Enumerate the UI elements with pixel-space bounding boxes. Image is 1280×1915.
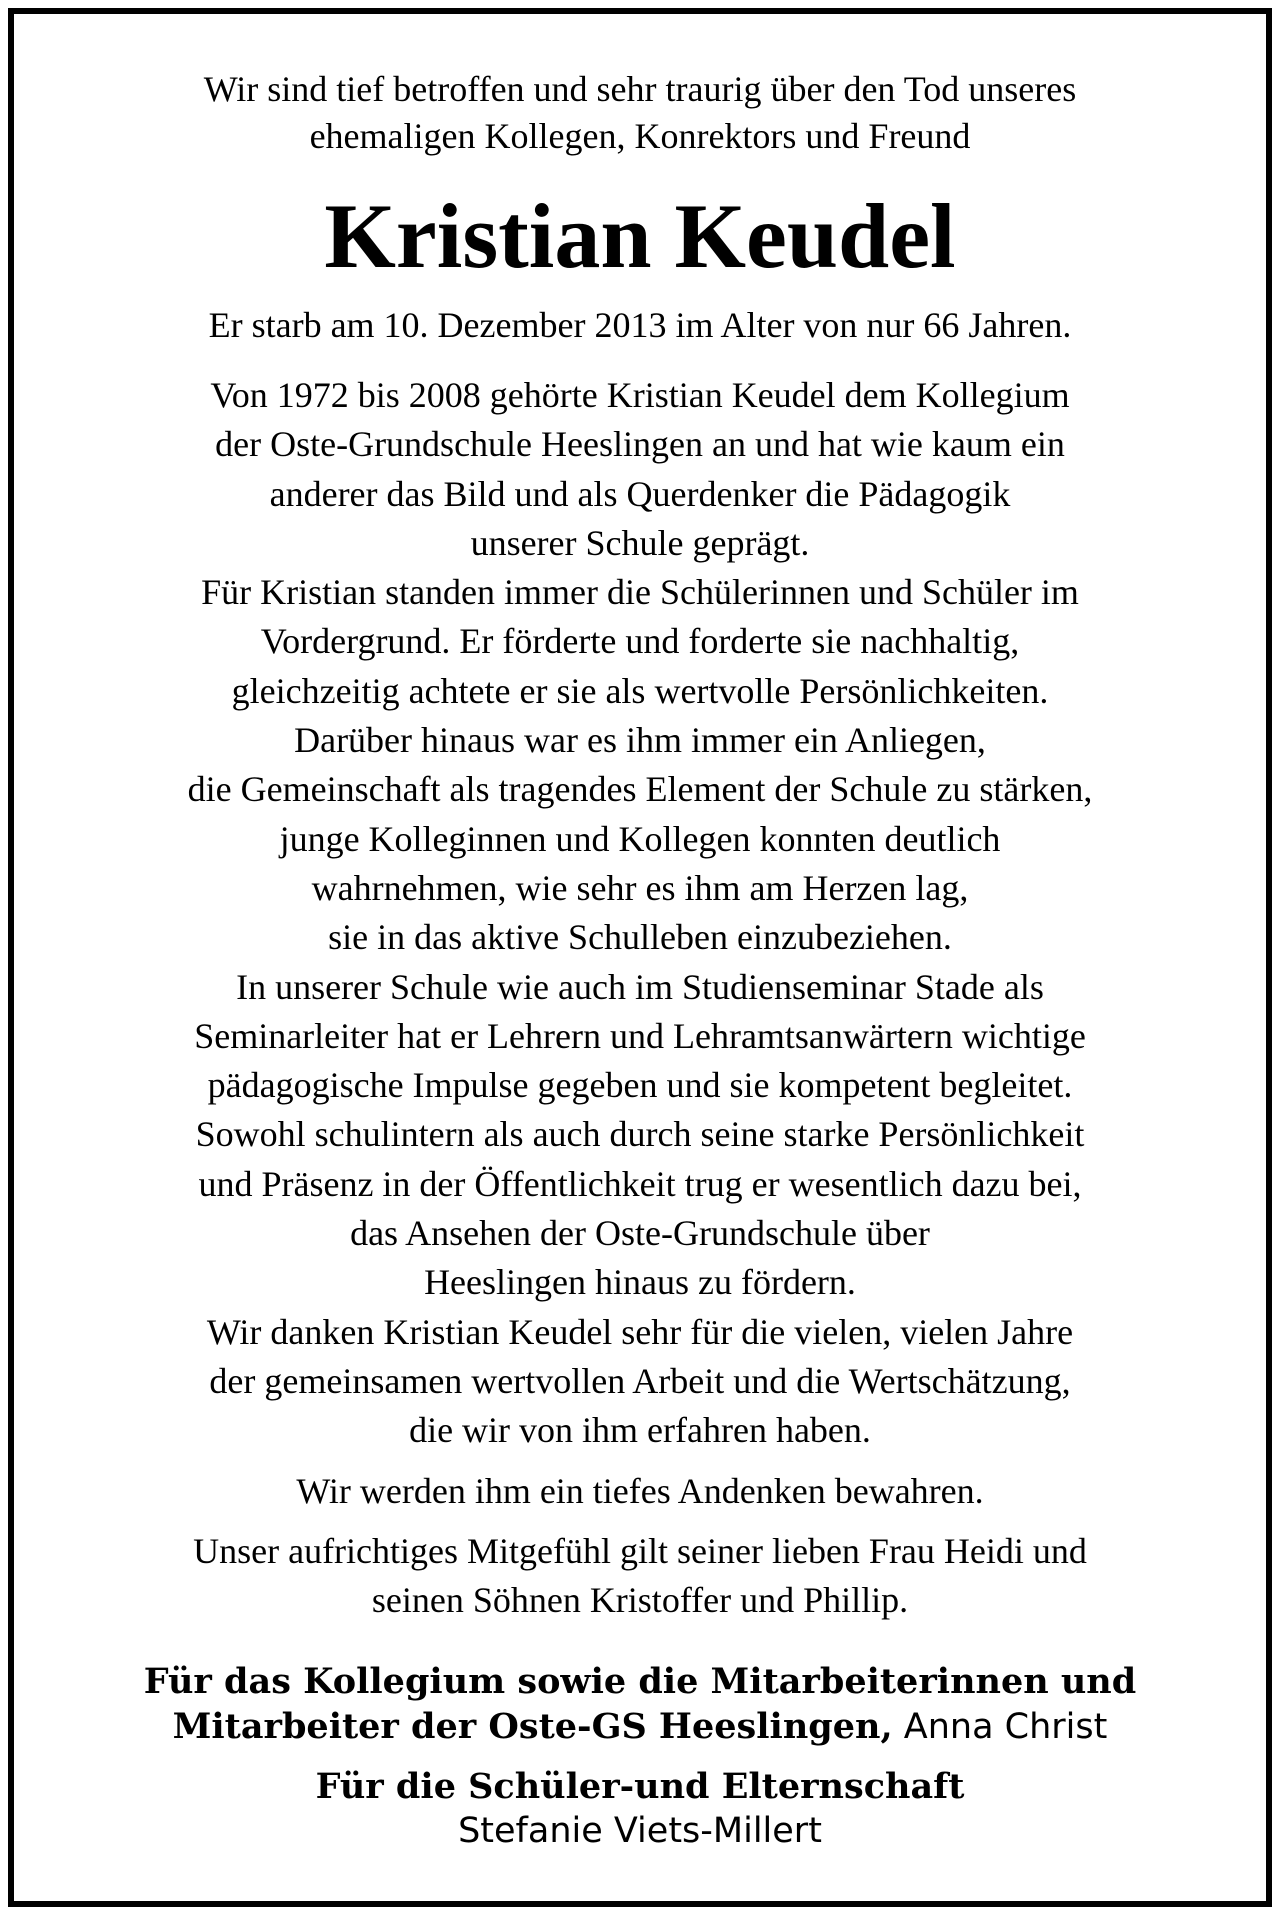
tribute-text: Von 1972 bis 2008 gehörte Kristian Keudel dem Kollegium der Oste-Grundschule Heeslingen an und hat wie kaum ein anderer das Bild und als Querdenker die Pädagogik unserer Schule geprägt. Für Kristian standen immer die Schülerinnen und Schüler im Vordergrund. Er förderte und forderte sie nachhaltig, gleichzeitig achtete er sie als wertvolle Persönlichkeiten. Darüber hinaus war es ihm immer ein Anliegen, die Gemeinschaft als tragendes Element der Schule zu stärken, junge Kolleginnen und Kollegen konnten deutlich wahrnehmen, wie sehr es ihm am Herzen lag, sie in das aktive Schulleben einzubeziehen. In unserer Schule wie auch im Studienseminar Stade als Seminarleiter hat er Lehrern und Lehramtsanwärtern wichtige pädagogische Impulse gegeben und sie kompetent begleitet. Sowohl schulintern als auch durch seine starke Persönlichkeit und Präsenz in der Öffentlichkeit trug er wesentlich dazu bei, das Ansehen der Oste-Grundschule über Heeslingen hinaus zu fördern. Wir danken Kristian Keudel sehr für die vielen, vielen Jahre der gemeinsamen wertvollen Arbeit und die Wertschätzung, die wir von ihm erfahren haben. (187, 375, 1093, 1451)
signature-parents-org: Für die Schüler-und Elternschaft (315, 1765, 965, 1807)
signature-staff-line1: Für das Kollegium sowie die Mitarbeiterinnen und (143, 1660, 1137, 1702)
notice-frame (8, 8, 1272, 1907)
signature-staff (54, 1659, 1226, 1750)
sympathy-text: Unser aufrichtiges Mitgefühl gilt seiner lieben Frau Heidi und seinen Söhnen Kristoffer und Phillip. (193, 1530, 1087, 1620)
death-info: Er starb am 10. Dezember 2013 im Alter von nur 66 Jahren. (208, 305, 1072, 345)
notice-content (54, 66, 1226, 1854)
signature-staff-person: Anna Christ (892, 1706, 1108, 1747)
intro-text: Wir sind tief betroffen und sehr traurig über den Tod unseres ehemaligen Kollegen, Konrektors und Freund (203, 69, 1077, 156)
deceased-name: Kristian Keudel (324, 185, 956, 287)
signature-staff-org: Mitarbeiter der Oste-GS Heeslingen, (172, 1705, 893, 1747)
closing-text: Wir werden ihm ein tiefes Andenken bewahren. (296, 1470, 984, 1511)
signature-parents-person: Stefanie Viets-Millert (458, 1810, 822, 1851)
signature-parents (54, 1764, 1226, 1854)
